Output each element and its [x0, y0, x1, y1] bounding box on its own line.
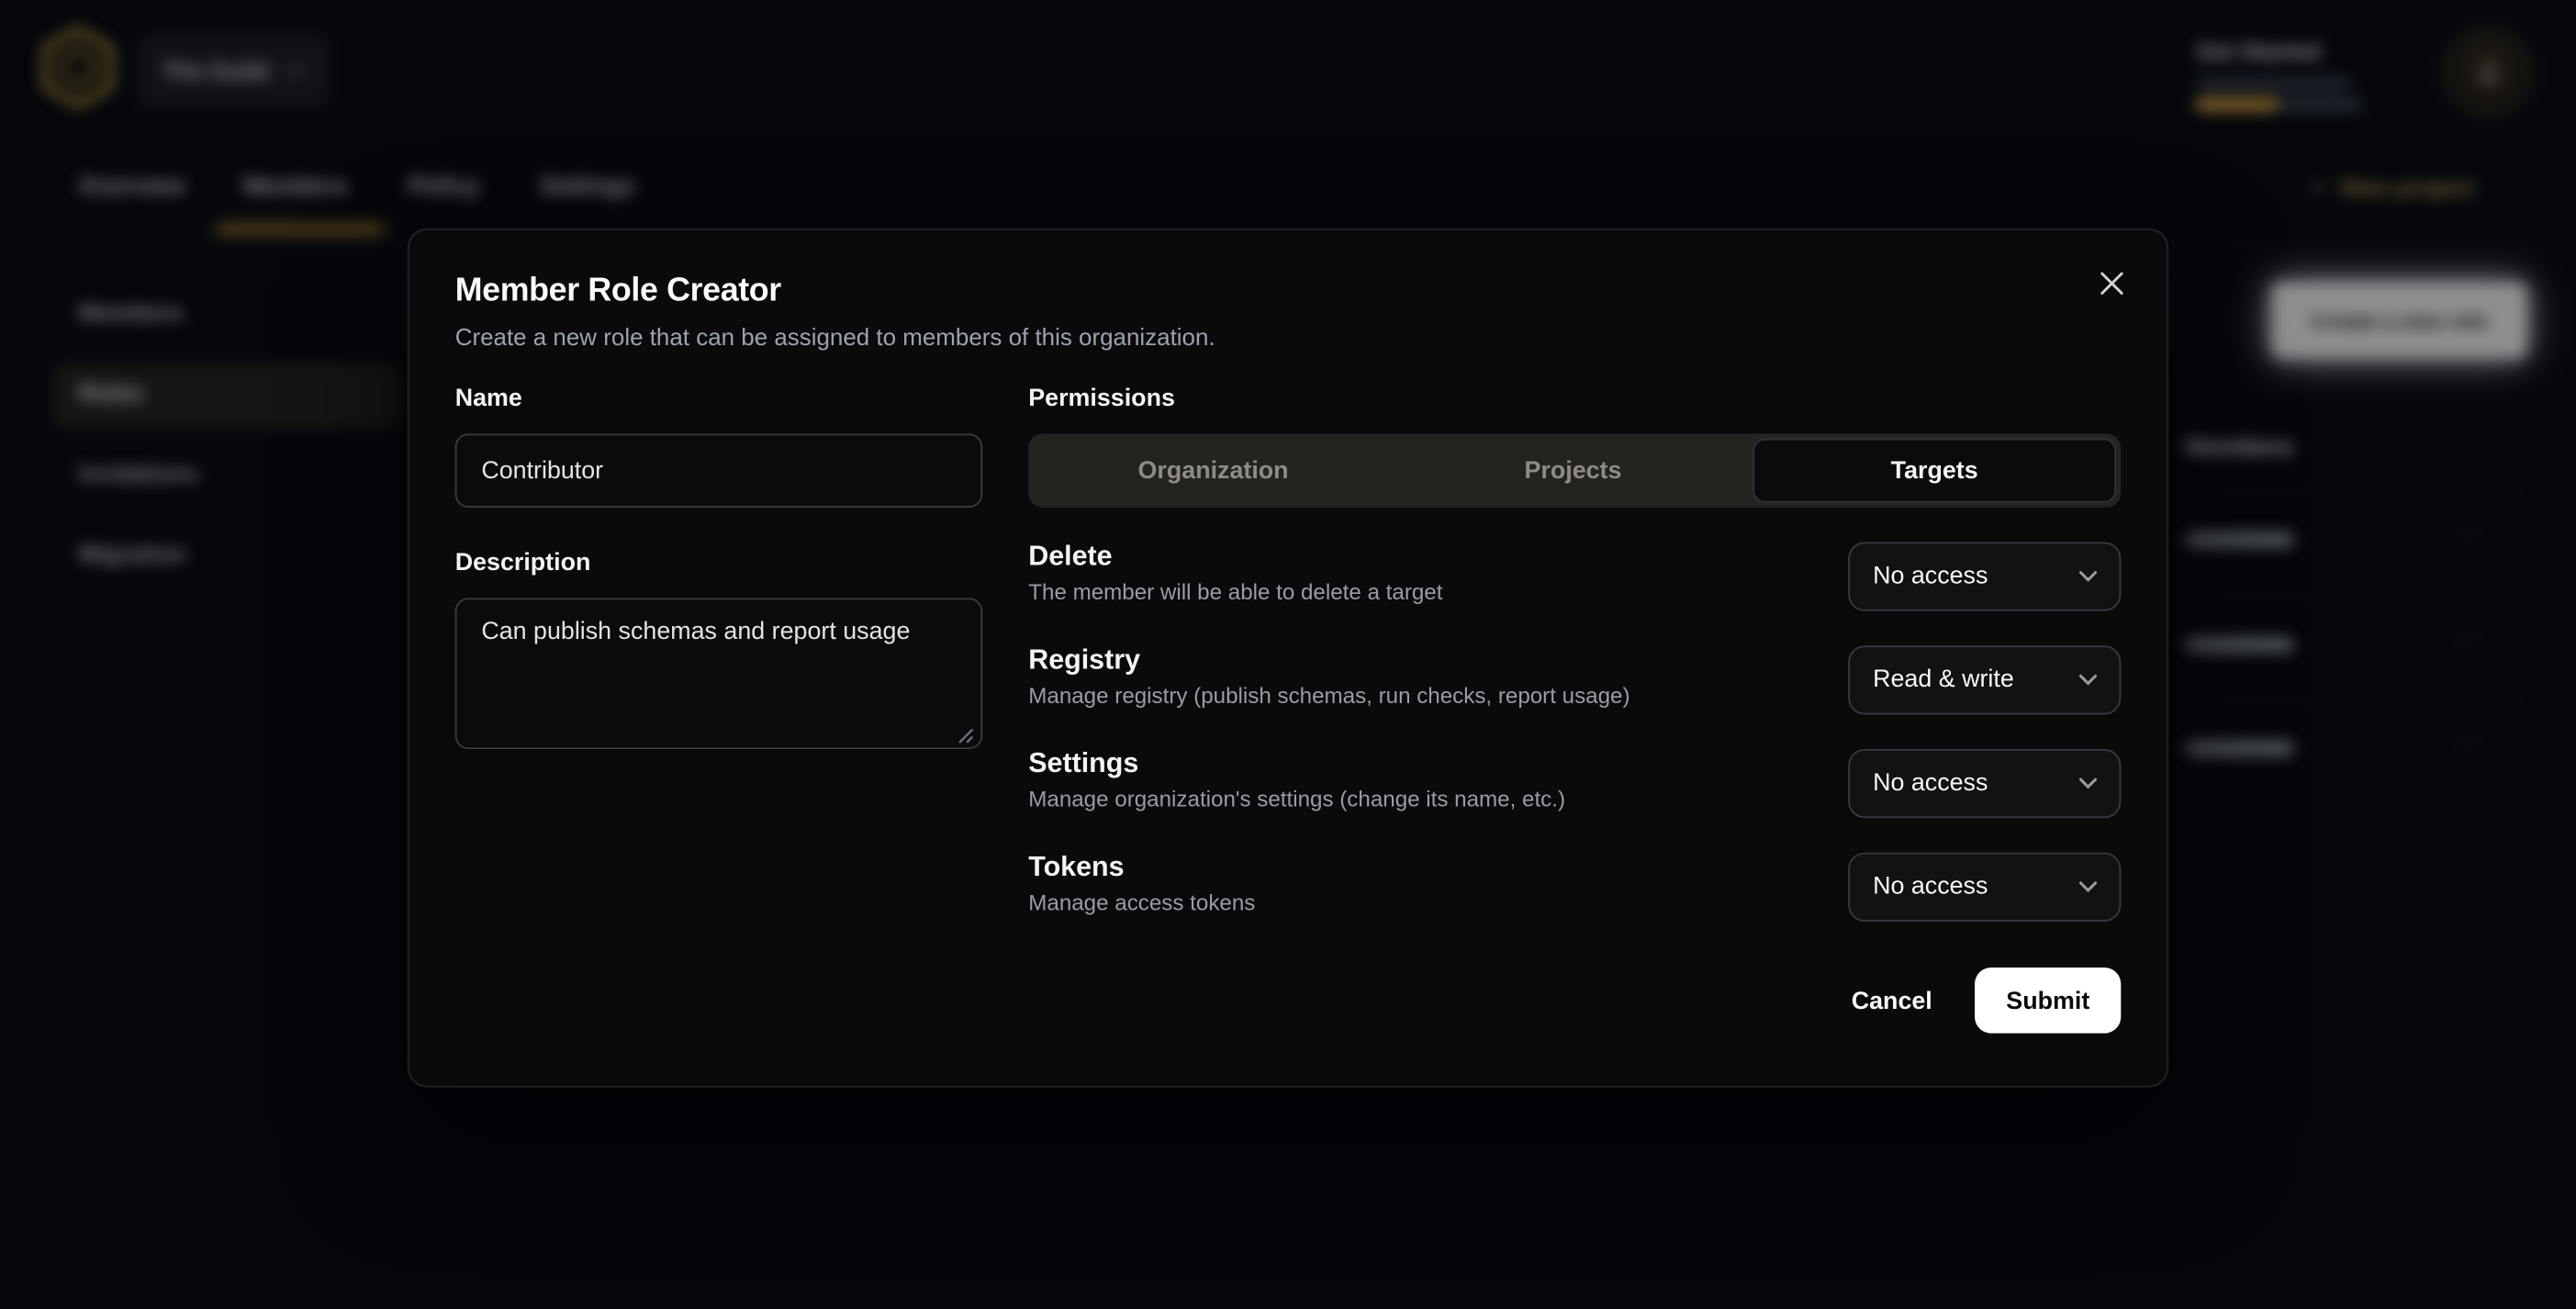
permission-description: Manage access tokens [1028, 889, 1256, 915]
permission-row-delete [1028, 541, 2121, 611]
tab-policy[interactable]: Policy [409, 173, 480, 201]
role-name-input[interactable] [455, 433, 982, 508]
permission-description: Manage registry (publish schemas, run checks, report usage) [1028, 683, 1630, 709]
permissions-column [1028, 385, 2121, 1034]
sidebar-item-members[interactable]: Members [78, 300, 184, 328]
submit-button[interactable]: Submit [1975, 968, 2121, 1034]
permission-description: The member will be able to delete a target [1028, 579, 1443, 605]
registry-access-select[interactable] [1848, 644, 2121, 713]
permissions-scope-tabs [1028, 433, 2121, 508]
sidebar-item-roles[interactable]: Roles [78, 381, 144, 408]
row-menu-icon[interactable]: ⋯ [2454, 727, 2481, 756]
permission-rows [1028, 541, 2121, 922]
new-project-label: New project [2339, 175, 2475, 203]
cancel-button[interactable]: Cancel [1851, 986, 1932, 1015]
tab-targets[interactable]: Targets [1753, 439, 2115, 503]
dialog-subtitle: Create a new role that can be assigned to members of this organization. [454, 325, 1215, 352]
permission-title: Registry [1028, 643, 1140, 676]
select-value: Read & write [1873, 665, 2014, 694]
description-label: Description [454, 548, 591, 577]
role-description-textarea[interactable] [455, 598, 982, 749]
tab-organization[interactable]: Organization [1137, 456, 1289, 485]
member-role-creator-dialog [408, 229, 2168, 1088]
create-new-role-button[interactable]: Create a new role [2272, 283, 2526, 358]
tab-projects[interactable]: Projects [1524, 456, 1622, 485]
permission-row-registry [1028, 643, 2121, 714]
permission-title: Delete [1028, 540, 1113, 572]
permission-row-settings [1028, 747, 2121, 818]
chevron-down-icon [2078, 777, 2098, 789]
select-value: No access [1873, 768, 1988, 797]
permission-title: Settings [1028, 747, 1139, 779]
chevron-down-icon [2078, 569, 2098, 582]
sidebar-item-migration[interactable]: Migration [78, 542, 186, 569]
delete-access-select[interactable] [1848, 542, 2121, 610]
settings-access-select[interactable] [1848, 748, 2121, 817]
get-started-title[interactable]: Get Started [2196, 38, 2321, 64]
sidebar-item-invitations[interactable]: Invitations [78, 461, 198, 488]
permission-row-tokens [1028, 851, 2121, 922]
roles-panel-heading: Members [2185, 433, 2293, 462]
tokens-access-select[interactable] [1848, 852, 2121, 921]
permission-title: Tokens [1028, 850, 1125, 882]
row-menu-icon[interactable]: ⋯ [2454, 519, 2481, 547]
tab-overview[interactable]: Overview [78, 173, 185, 201]
role-identity-column [455, 385, 982, 1034]
dialog-footer [1028, 968, 2121, 1034]
chevron-down-icon [2078, 879, 2098, 892]
select-value: No access [1873, 872, 1988, 901]
row-menu-icon[interactable]: ⋯ [2454, 624, 2481, 653]
close-icon[interactable] [2095, 266, 2128, 299]
permissions-label: Permissions [1028, 384, 1175, 413]
org-switcher-label: The Guild [162, 57, 269, 84]
resize-handle-icon[interactable] [957, 726, 975, 744]
tab-members[interactable]: Members [242, 173, 348, 201]
permission-description: Manage organization's settings (change its name, etc.) [1028, 787, 1566, 812]
name-label: Name [454, 384, 522, 413]
select-value: No access [1873, 562, 1988, 590]
tab-settings[interactable]: Settings [540, 173, 635, 201]
plus-icon: + [2310, 173, 2325, 203]
chevron-down-icon [2078, 673, 2098, 686]
dialog-title: Member Role Creator [454, 273, 781, 309]
